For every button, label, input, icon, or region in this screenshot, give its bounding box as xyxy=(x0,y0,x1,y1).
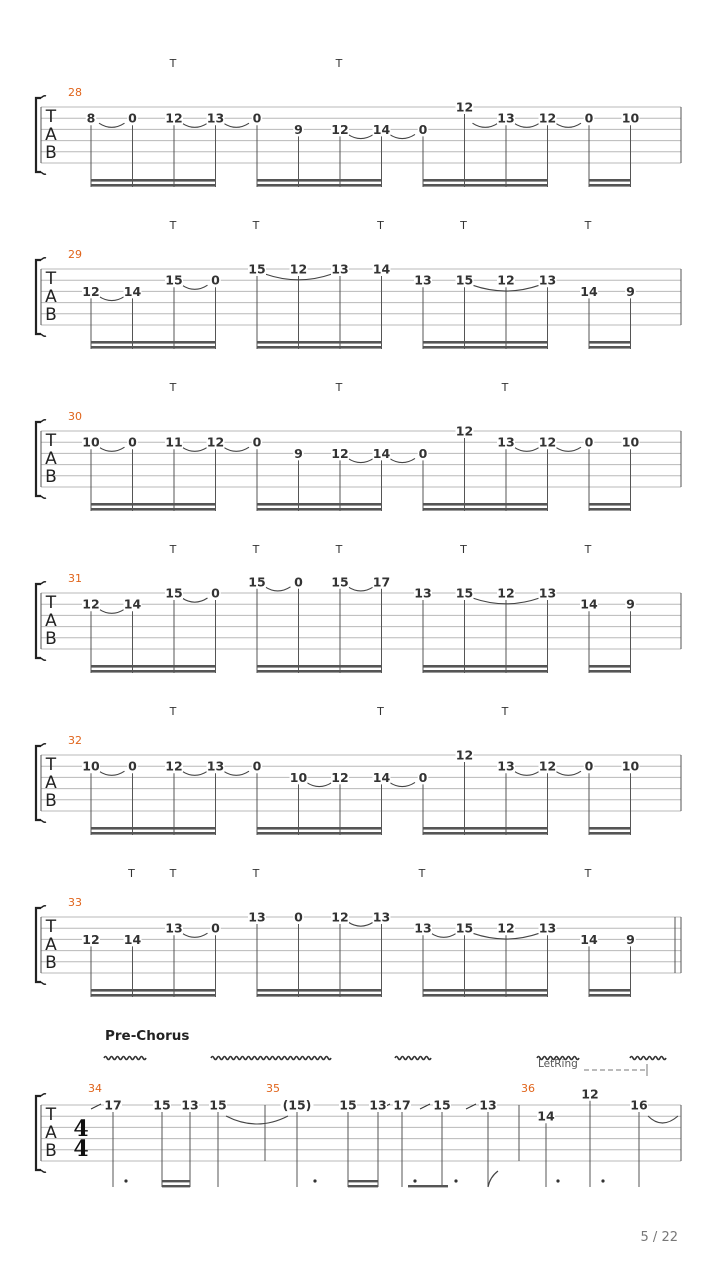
fret-number: 9 xyxy=(294,445,303,461)
vibrato-mark xyxy=(211,1057,331,1060)
tap-mark: T xyxy=(335,543,343,556)
fret-number: 12 xyxy=(165,110,183,126)
measure-number: 33 xyxy=(68,896,82,909)
system-bracket xyxy=(36,98,41,172)
fret-number: 15 xyxy=(455,920,474,936)
beam xyxy=(423,665,548,668)
slur xyxy=(514,123,540,127)
fret-number: 13 xyxy=(331,261,349,277)
slur xyxy=(348,458,374,462)
fret-number: 14 xyxy=(372,121,391,137)
dot xyxy=(454,1179,457,1182)
beam xyxy=(91,994,216,997)
fret-number: 0 xyxy=(294,909,303,925)
fret-number: 0 xyxy=(252,758,262,774)
beam xyxy=(91,346,216,349)
tap-mark: T xyxy=(252,867,260,880)
beam xyxy=(348,1180,378,1182)
vibrato-mark xyxy=(104,1057,146,1060)
fret-number: 12 xyxy=(538,110,557,126)
tab-clef-b: B xyxy=(45,1141,57,1161)
tap-mark: T xyxy=(128,867,135,880)
fret-number: 0 xyxy=(128,434,137,450)
fret-number: 0 xyxy=(211,272,220,288)
beam xyxy=(257,665,382,668)
dot xyxy=(313,1179,316,1182)
fret-number: 13 xyxy=(538,920,557,936)
slur xyxy=(390,134,416,138)
vibrato-mark xyxy=(630,1057,666,1060)
bracket-hook xyxy=(41,420,46,422)
fret-number: 15 xyxy=(339,1097,357,1113)
fret-number: 14 xyxy=(123,283,142,299)
fret-number: 0 xyxy=(418,769,428,785)
fret-number: 14 xyxy=(372,445,391,461)
fret-number: 12 xyxy=(581,1086,599,1102)
beam xyxy=(257,503,382,506)
tab-clef-a: A xyxy=(45,125,57,145)
fret-number: 13 xyxy=(538,585,557,601)
beam xyxy=(91,341,216,344)
fret-number: 12 xyxy=(331,769,349,785)
tab-clef-b: B xyxy=(45,629,57,649)
bracket-hook xyxy=(41,334,46,336)
bracket-hook xyxy=(41,658,46,660)
beam xyxy=(589,341,631,344)
beam xyxy=(257,832,382,835)
beam xyxy=(257,341,382,344)
fret-number: 8 xyxy=(86,110,96,126)
bracket-hook xyxy=(41,496,46,498)
measure-number: 32 xyxy=(68,734,82,747)
bracket-hook xyxy=(41,1094,46,1096)
fret-number: 0 xyxy=(211,585,220,601)
slur xyxy=(224,123,250,127)
beam xyxy=(423,989,548,992)
tab-clef-t: T xyxy=(45,107,57,127)
tap-mark: T xyxy=(169,381,177,394)
fret-number: 13 xyxy=(369,1097,387,1113)
slur xyxy=(556,771,582,775)
dot xyxy=(413,1179,416,1182)
fret-number: 0 xyxy=(252,110,262,126)
fret-number: 17 xyxy=(393,1097,411,1113)
tab-clef-a: A xyxy=(45,773,57,793)
slur xyxy=(99,447,125,451)
fret-number: 12 xyxy=(206,434,225,450)
fret-number: 0 xyxy=(252,434,262,450)
slur xyxy=(265,587,291,591)
slur xyxy=(99,123,125,127)
beam xyxy=(257,670,382,673)
slur xyxy=(514,447,540,451)
dot xyxy=(601,1179,604,1182)
beam xyxy=(589,827,631,830)
beam xyxy=(257,184,382,187)
fret-number: 12 xyxy=(497,272,515,288)
bracket-hook xyxy=(41,582,46,584)
beam xyxy=(91,179,216,182)
fret-number: 0 xyxy=(418,121,428,137)
tab-clef-a: A xyxy=(45,611,57,631)
dot xyxy=(124,1179,127,1182)
tab-clef-t: T xyxy=(45,269,57,289)
fret-number: 0 xyxy=(211,920,220,936)
slur xyxy=(556,447,582,451)
measure-number: 30 xyxy=(68,410,82,423)
fret-number: 13 xyxy=(372,909,391,925)
bracket-hook xyxy=(41,820,46,822)
fret-number: 9 xyxy=(626,931,635,947)
beam xyxy=(423,179,548,182)
slur xyxy=(348,134,374,138)
section-label: Pre-Chorus xyxy=(105,1028,190,1044)
fret-number: 14 xyxy=(580,931,598,947)
fret-number: 0 xyxy=(584,110,594,126)
slur xyxy=(348,587,374,591)
fret-number: 14 xyxy=(580,283,598,299)
fret-number: 0 xyxy=(294,574,303,590)
vibrato-mark xyxy=(395,1057,431,1060)
tab-clef-b: B xyxy=(45,305,57,325)
slur xyxy=(514,771,540,775)
fret-number: 15 xyxy=(153,1097,171,1113)
fret-number: 9 xyxy=(626,283,635,299)
slur xyxy=(224,447,250,451)
system-bracket xyxy=(36,584,41,658)
fret-number: 15 xyxy=(455,272,474,288)
tab-clef-a: A xyxy=(45,449,57,469)
fret-number: 13 xyxy=(165,920,183,936)
fret-number: 15 xyxy=(455,585,474,601)
fret-number: 12 xyxy=(497,585,515,601)
flag xyxy=(488,1171,498,1187)
tap-mark: T xyxy=(584,867,592,880)
tab-clef-b: B xyxy=(45,953,57,973)
slur xyxy=(390,782,416,786)
beam xyxy=(589,832,631,835)
slur xyxy=(182,598,208,602)
tap-mark: T xyxy=(169,543,177,556)
tab-clef-a: A xyxy=(45,935,57,955)
tab-clef-t: T xyxy=(45,1105,57,1125)
measure-number: 36 xyxy=(521,1082,535,1095)
fret-number: 15 xyxy=(248,574,266,590)
fret-number: 13 xyxy=(181,1097,199,1113)
fret-number: 13 xyxy=(206,110,225,126)
tap-mark: T xyxy=(252,543,260,556)
fret-number: 15 xyxy=(165,272,183,288)
tap-mark: T xyxy=(169,219,177,232)
fret-number: 12 xyxy=(455,423,474,439)
fret-number: 10 xyxy=(82,434,100,450)
fret-number: 13 xyxy=(414,585,432,601)
fret-number: 10 xyxy=(621,758,640,774)
beam xyxy=(257,508,382,511)
fret-number: 13 xyxy=(497,758,515,774)
beam xyxy=(257,179,382,182)
beam xyxy=(257,827,382,830)
fret-number: 15 xyxy=(209,1097,227,1113)
beam xyxy=(91,832,216,835)
tap-mark: T xyxy=(460,219,467,232)
tap-mark: T xyxy=(460,543,467,556)
fret-number: 12 xyxy=(289,261,308,277)
fret-number: 12 xyxy=(82,283,100,299)
tap-mark: T xyxy=(335,381,343,394)
fret-number: 14 xyxy=(537,1108,555,1124)
bracket-hook xyxy=(41,258,46,260)
beam xyxy=(589,346,631,349)
beam xyxy=(423,670,548,673)
beam xyxy=(257,994,382,997)
tap-mark: T xyxy=(252,219,260,232)
beam xyxy=(423,341,548,344)
fret-number: 14 xyxy=(123,931,142,947)
measure-number: 34 xyxy=(88,1082,102,1095)
slur xyxy=(182,285,208,289)
fret-number: 15 xyxy=(165,585,183,601)
measure-number: 29 xyxy=(68,248,82,261)
fret-number: 0 xyxy=(584,434,594,450)
fret-number: 10 xyxy=(289,769,308,785)
system-bracket xyxy=(36,746,41,820)
fret-number: 12 xyxy=(82,931,100,947)
beam xyxy=(589,184,631,187)
tap-mark: T xyxy=(169,705,177,718)
slur xyxy=(390,458,416,462)
dot xyxy=(556,1179,559,1182)
fret-number: 13 xyxy=(497,110,515,126)
slur xyxy=(99,296,125,300)
beam xyxy=(589,179,631,182)
page-indicator: 5 / 22 xyxy=(640,1230,678,1245)
beam xyxy=(162,1180,190,1182)
tap-mark: T xyxy=(335,57,343,70)
bracket-hook xyxy=(41,172,46,174)
tap-mark: T xyxy=(584,219,592,232)
bracket-hook xyxy=(41,1170,46,1172)
tab-clef-b: B xyxy=(45,791,57,811)
tab-clef-a: A xyxy=(45,287,57,307)
fret-number: 12 xyxy=(331,909,349,925)
beam xyxy=(91,184,216,187)
beam xyxy=(91,508,216,511)
fret-number: 0 xyxy=(584,758,594,774)
fret-number: 14 xyxy=(372,769,391,785)
fret-number: 12 xyxy=(82,596,100,612)
slur xyxy=(224,771,250,775)
bracket-hook xyxy=(41,906,46,908)
tap-mark: T xyxy=(584,543,592,556)
beam xyxy=(589,994,631,997)
slur xyxy=(556,123,582,127)
beam xyxy=(91,989,216,992)
fret-number: 12 xyxy=(538,434,557,450)
slur xyxy=(226,1116,288,1124)
beam xyxy=(408,1185,448,1187)
fret-number: 9 xyxy=(294,121,303,137)
beam xyxy=(423,503,548,506)
fret-number: 13 xyxy=(497,434,515,450)
fret-number: 13 xyxy=(414,272,432,288)
tab-clef-a: A xyxy=(45,1123,57,1143)
system-bracket xyxy=(36,422,41,496)
slur xyxy=(182,771,208,775)
fret-number: 12 xyxy=(331,445,349,461)
beam xyxy=(91,670,216,673)
fret-number: 10 xyxy=(621,110,640,126)
fret-number: 0 xyxy=(128,110,137,126)
beam xyxy=(91,827,216,830)
fret-number: 13 xyxy=(479,1097,497,1113)
slur xyxy=(99,771,125,775)
fret-number: 14 xyxy=(372,261,391,277)
fret-number: (15) xyxy=(282,1097,312,1113)
tab-clef-t: T xyxy=(45,917,57,937)
tap-mark: T xyxy=(418,867,426,880)
time-sig-bottom: 4 xyxy=(73,1136,89,1162)
tap-mark: T xyxy=(377,219,384,232)
fret-number: 13 xyxy=(538,272,557,288)
fret-number: 13 xyxy=(206,758,225,774)
fret-number: 15 xyxy=(248,261,266,277)
tap-mark: T xyxy=(169,867,177,880)
slur xyxy=(473,123,499,127)
slur xyxy=(348,922,374,926)
beam xyxy=(257,989,382,992)
beam xyxy=(423,994,548,997)
fret-number: 11 xyxy=(165,434,183,450)
beam xyxy=(423,184,548,187)
slur xyxy=(307,782,333,786)
tab-clef-t: T xyxy=(45,593,57,613)
beam xyxy=(423,827,548,830)
slur xyxy=(99,609,125,613)
slur xyxy=(182,123,208,127)
slur xyxy=(648,1116,678,1123)
beam xyxy=(257,346,382,349)
beam xyxy=(423,508,548,511)
fret-number: 12 xyxy=(497,920,515,936)
fret-number: 13 xyxy=(414,920,432,936)
tap-mark: T xyxy=(501,705,509,718)
fret-number: 14 xyxy=(123,596,142,612)
system-bracket xyxy=(36,1096,41,1170)
fret-number: 12 xyxy=(455,99,474,115)
system-bracket xyxy=(36,908,41,982)
measure-number: 28 xyxy=(68,86,82,99)
fret-number: 15 xyxy=(433,1097,451,1113)
fret-number: 12 xyxy=(331,121,349,137)
slur xyxy=(431,933,457,937)
beam xyxy=(162,1185,190,1187)
tap-mark: T xyxy=(169,57,177,70)
beam xyxy=(589,503,631,506)
fret-number: 10 xyxy=(82,758,100,774)
beam xyxy=(589,665,631,668)
tab-clef-b: B xyxy=(45,143,57,163)
bracket-hook xyxy=(41,744,46,746)
fret-number: 0 xyxy=(418,445,428,461)
tap-mark: T xyxy=(501,381,509,394)
fret-number: 12 xyxy=(455,747,474,763)
bracket-hook xyxy=(41,96,46,98)
fret-number: 13 xyxy=(248,909,266,925)
beam xyxy=(91,503,216,506)
time-sig-top: 4 xyxy=(73,1116,89,1142)
slur xyxy=(182,447,208,451)
measure-number: 35 xyxy=(266,1082,280,1095)
measure-number: 31 xyxy=(68,572,82,585)
fret-number: 14 xyxy=(580,596,598,612)
fret-number: 0 xyxy=(128,758,137,774)
beam xyxy=(348,1185,378,1187)
beam xyxy=(91,665,216,668)
fret-number: 9 xyxy=(626,596,635,612)
beam xyxy=(423,346,548,349)
bracket-hook xyxy=(41,982,46,984)
fret-number: 12 xyxy=(165,758,183,774)
tab-clef-b: B xyxy=(45,467,57,487)
let-ring-label: LetRing xyxy=(538,1058,578,1070)
fret-number: 15 xyxy=(331,574,349,590)
beam xyxy=(589,670,631,673)
beam xyxy=(589,989,631,992)
beam xyxy=(423,832,548,835)
tap-mark: T xyxy=(377,705,384,718)
fret-number: 17 xyxy=(372,574,391,590)
system-bracket xyxy=(36,260,41,334)
fret-number: 17 xyxy=(104,1097,122,1113)
fret-number: 12 xyxy=(538,758,557,774)
fret-number: 16 xyxy=(630,1097,648,1113)
fret-number: 10 xyxy=(621,434,640,450)
tab-clef-t: T xyxy=(45,431,57,451)
beam xyxy=(589,508,631,511)
slur xyxy=(182,933,208,937)
tab-clef-t: T xyxy=(45,755,57,775)
